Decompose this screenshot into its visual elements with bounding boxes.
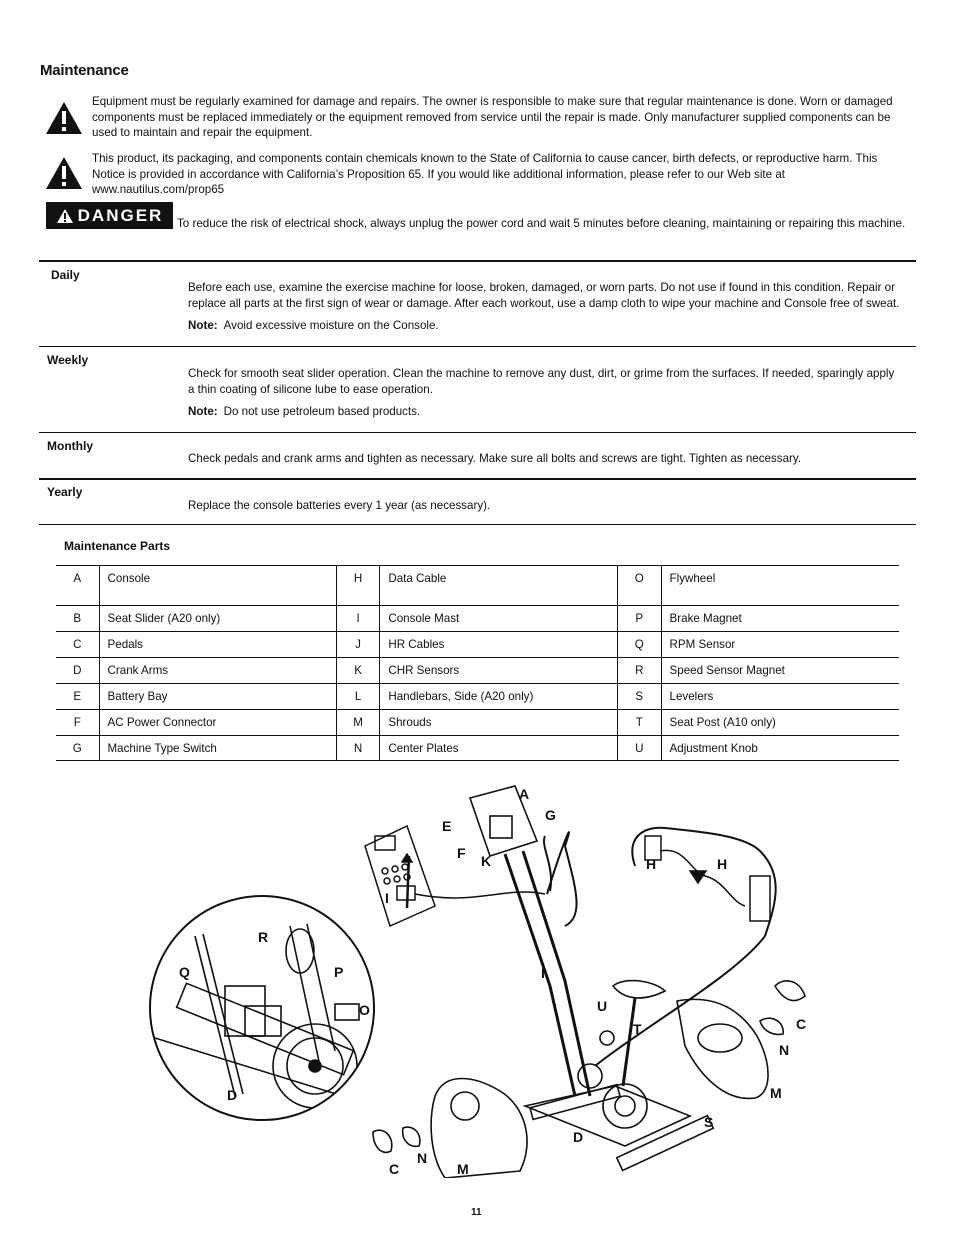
diagram-label: D [227, 1087, 238, 1103]
diagram-label: C [796, 1016, 807, 1032]
diagram-label: H [646, 856, 657, 872]
part-key: U [618, 736, 662, 761]
part-name: Handlebars, Side (A20 only) [380, 684, 618, 710]
diagram-label: G [545, 807, 556, 823]
schedule-label: Yearly [47, 485, 83, 499]
part-key: L [336, 684, 380, 710]
parts-table [56, 565, 899, 761]
parts-row [56, 606, 899, 632]
part-name: Center Plates [380, 736, 618, 761]
note-label: Note: [188, 319, 218, 332]
diagram-label: A [519, 786, 530, 802]
part-key: C [56, 632, 99, 658]
diagram-label: F [457, 845, 466, 861]
schedule-text: Check pedals and crank arms and tighten as necessary. Make sure all bolts and screws are tight. Tighten as necessary. [188, 452, 802, 465]
diagram-label: I [385, 890, 389, 906]
schedule-daily [39, 260, 916, 348]
part-key: E [56, 684, 99, 710]
part-name: Shrouds [380, 710, 618, 736]
section-title: Maintenance [40, 62, 129, 79]
diagram-label: D [573, 1129, 584, 1145]
schedule-note [188, 405, 420, 418]
part-name: Pedals [99, 632, 336, 658]
part-name: Adjustment Knob [661, 736, 899, 761]
part-name: Flywheel [661, 566, 899, 606]
schedule-label: Monthly [47, 439, 93, 453]
part-name: Battery Bay [99, 684, 336, 710]
diagram-label: P [334, 964, 344, 980]
part-key: J [336, 632, 380, 658]
parts-row [56, 566, 899, 606]
part-name: Seat Post (A10 only) [661, 710, 899, 736]
part-name: Crank Arms [99, 658, 336, 684]
schedule-label: Weekly [47, 353, 89, 367]
page-number: 11 [471, 1207, 482, 1218]
diagram-label: M [770, 1085, 782, 1101]
part-name: Seat Slider (A20 only) [99, 606, 336, 632]
diagram-label: O [359, 1002, 370, 1018]
note-text: Do not use petroleum based products. [223, 405, 421, 418]
part-name: Brake Magnet [661, 606, 899, 632]
warning-triangle-icon [44, 100, 84, 136]
part-key: T [618, 710, 662, 736]
warning-triangle-icon [44, 155, 84, 191]
warning-text-prop65: This product, its packaging, and components contain chemicals known to the State of California to cause cancer, birth defects, or reproductive harm. This Notice is provided in accordance with California’s Proposition 65. If you would like additional information, please refer to our Web site at www.nautilus.com/prop65 [92, 152, 878, 196]
diagram-label: C [389, 1161, 400, 1177]
danger-label: DANGER [77, 205, 164, 225]
part-key: S [618, 684, 662, 710]
part-key: B [56, 606, 99, 632]
parts-row [56, 632, 899, 658]
danger-text: To reduce the risk of electrical shock, always unplug the power cord and wait 5 minutes before cleaning, maintaining or repairing this machine. [177, 217, 906, 230]
part-name: RPM Sensor [661, 632, 899, 658]
diagram-label: S [704, 1114, 714, 1130]
part-name: HR Cables [380, 632, 618, 658]
part-key: O [618, 566, 662, 606]
parts-row [56, 710, 899, 736]
part-key: D [56, 658, 99, 684]
diagram-label: N [417, 1150, 428, 1166]
danger-triangle-icon [56, 208, 74, 224]
part-key: H [336, 566, 380, 606]
warning-text-maintenance: Equipment must be regularly examined for damage and repairs. The owner is responsible to make sure that regular maintenance is done. Worn or damaged components must be replaced immediately or the equipment removed from service until the repair is made. Only manufacturer supplied components can be used to maintain and repair the equipment. [92, 95, 893, 139]
diagram-label: R [258, 929, 269, 945]
part-name: Data Cable [380, 566, 618, 606]
part-key: F [56, 710, 99, 736]
part-name: Machine Type Switch [99, 736, 336, 761]
part-key: Q [618, 632, 662, 658]
schedule-divider [39, 524, 916, 525]
diagram-label: N [779, 1042, 790, 1058]
diagram-label: M [457, 1161, 469, 1177]
part-name: CHR Sensors [380, 658, 618, 684]
exercise-bike-diagram [145, 776, 825, 1178]
note-text: Avoid excessive moisture on the Console. [223, 319, 439, 332]
schedule-text: Before each use, examine the exercise machine for loose, broken, damaged, or worn parts. Do not use if found in this condition. Repair or replace all parts at the first sign of wear or damage. After each workout, use a damp cloth to wipe your machine and Console free of sweat. [188, 281, 900, 310]
note-label: Note: [188, 405, 218, 418]
part-key: K [336, 658, 380, 684]
schedule-label: Daily [51, 268, 80, 282]
danger-badge [46, 202, 173, 229]
part-name: Console Mast [380, 606, 618, 632]
part-name: Console [99, 566, 336, 606]
parts-row [56, 658, 899, 684]
parts-row [56, 736, 899, 761]
part-key: P [618, 606, 662, 632]
schedule-weekly [39, 346, 916, 433]
part-key: A [56, 566, 99, 606]
diagram-label: I [541, 965, 545, 981]
parts-row [56, 684, 899, 710]
part-name: Levelers [661, 684, 899, 710]
part-key: M [336, 710, 380, 736]
diagram-label: H [717, 856, 728, 872]
diagram-label: Q [179, 964, 190, 980]
diagram-label: T [633, 1021, 642, 1037]
part-key: I [336, 606, 380, 632]
schedule-note [188, 319, 439, 332]
diagram-label: E [442, 818, 452, 834]
diagram-label: U [597, 998, 608, 1014]
schedule-monthly [39, 432, 916, 479]
part-key: N [336, 736, 380, 761]
schedule-text: Check for smooth seat slider operation. Clean the machine to remove any dust, dirt, or grime from the surfaces. If needed, sparingly apply a thin coating of silicone lube to ease operation. [188, 367, 895, 396]
part-key: R [618, 658, 662, 684]
schedule-text: Replace the console batteries every 1 year (as necessary). [188, 499, 491, 512]
parts-title: Maintenance Parts [64, 539, 171, 553]
part-key: G [56, 736, 99, 761]
diagram-label: K [481, 853, 492, 869]
part-name: Speed Sensor Magnet [661, 658, 899, 684]
part-name: AC Power Connector [99, 710, 336, 736]
schedule-yearly [39, 478, 916, 526]
